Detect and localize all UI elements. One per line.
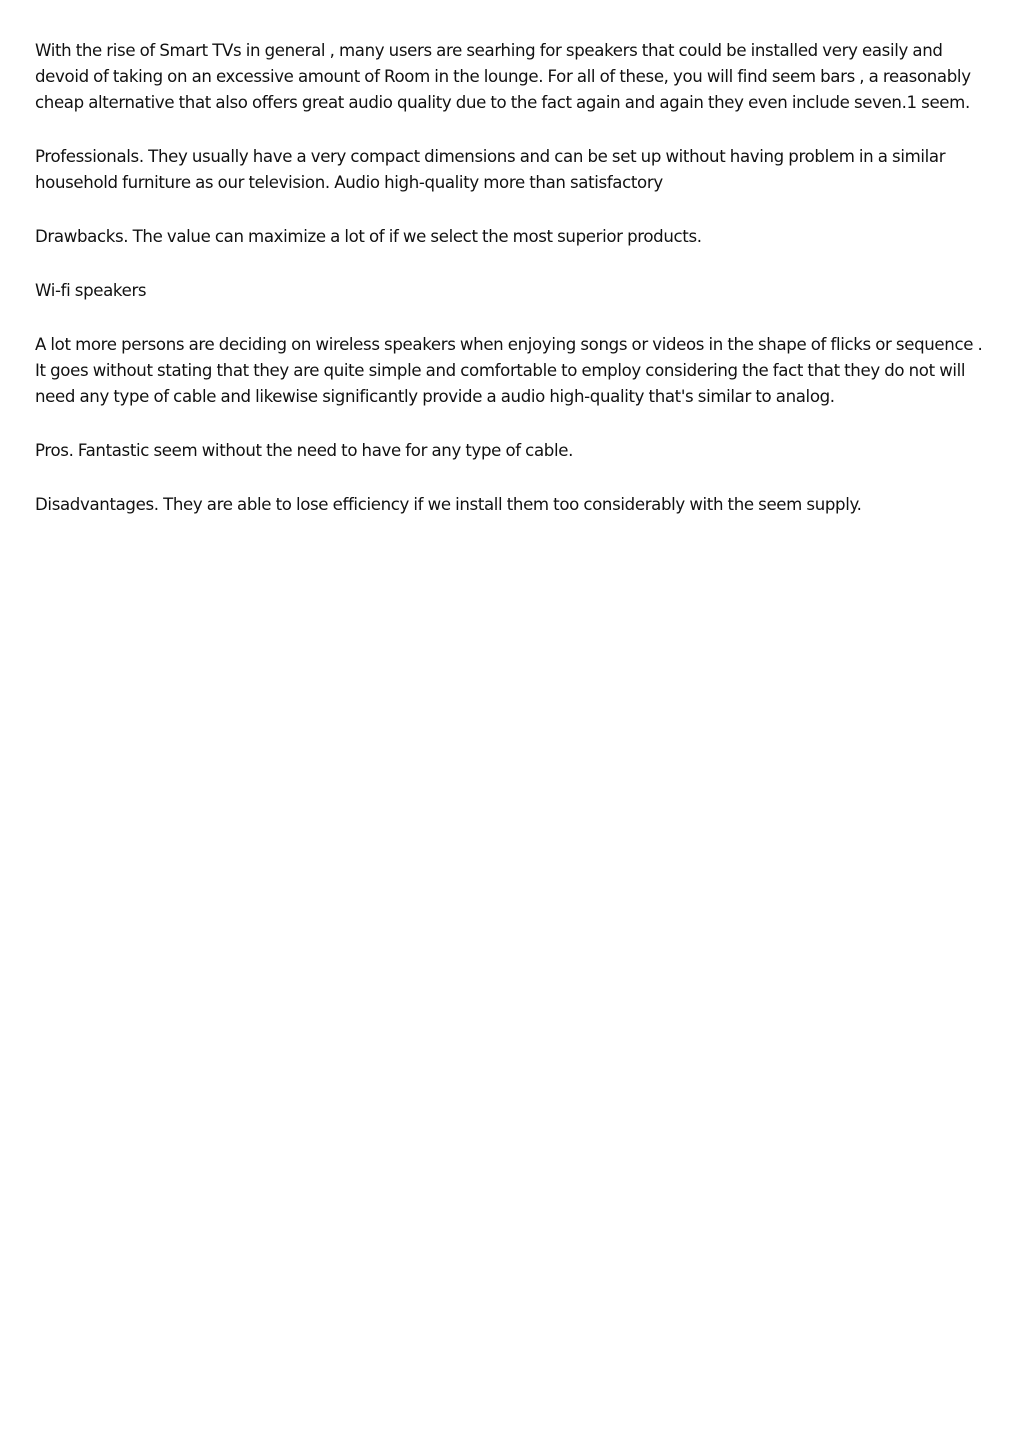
section-heading-wifi-speakers: Wi-fi speakers — [35, 281, 147, 300]
paragraph-drawbacks: Drawbacks. The value can maximize a lot of if we select the most superior products. — [35, 227, 702, 246]
paragraph-wireless-speakers: A lot more persons are deciding on wireless speakers when enjoying songs or videos in the shape of flicks or sequence . It goes without stating that they are quite simple and comfortable to employ considering the fact that they do not will need any type of cable and likewise significantly provide a audio high-quality that's similar to analog. — [35, 335, 983, 406]
paragraph-disadvantages: Disadvantages. They are able to lose efficiency if we install them too considerably with the seem supply. — [35, 495, 862, 514]
paragraph-professionals: Professionals. They usually have a very compact dimensions and can be set up without having problem in a similar household furniture as our television. Audio high-quality more than satisfactory — [35, 147, 946, 192]
paragraph-pros: Pros. Fantastic seem without the need to have for any type of cable. — [35, 441, 573, 460]
paragraph-smart-tv-intro: With the rise of Smart TVs in general , many users are searhing for speakers that could be installed very easily and devoid of taking on an excessive amount of Room in the lounge. For all of these, you will find seem bars , a reasonably cheap alternative that also offers great audio quality due to the fact again and again they even include seven.1 seem. — [35, 41, 971, 112]
document-body — [35, 38, 995, 546]
